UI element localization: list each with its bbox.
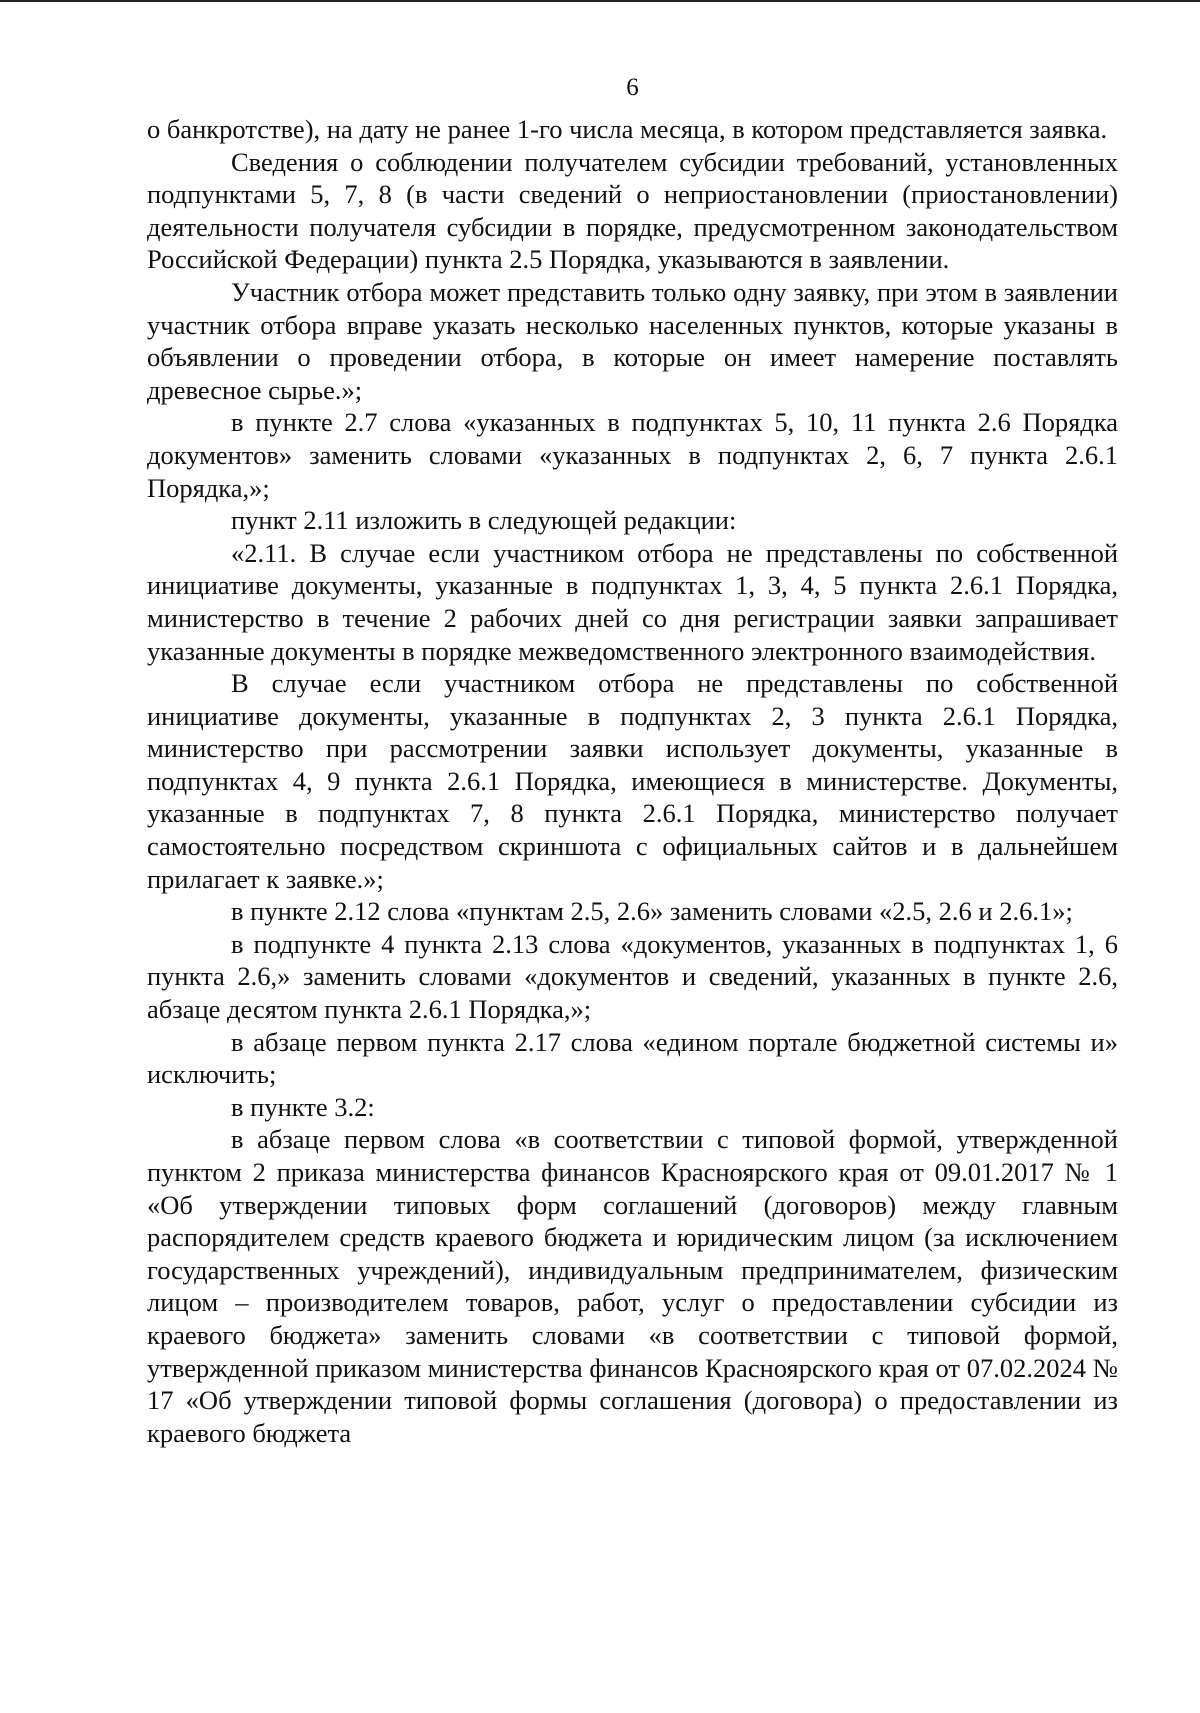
paragraph-item-3-2-first: в абзаце первом слова «в соответствии с типовой формой, утвержденной пунктом 2 приказа министерства финансов Красноярского края от 09.01.2017 № 1 «Об утверждении типовых форм соглашений (договоров) между главным распорядителем средств краевого бюджета и юридическим лицом (за исключением государственных учреждений), индивидуальным предпринимателем, физическим лицом – производителем товаров, работ, услуг о предоставлении субсидии из краевого бюджета» заменить словами «в соответствии с типовой формой, утвержденной приказом министерства финансов Красноярского края от 07.02.2024 № 17 «Об утверждении типовой формы соглашения (договора) о предоставлении из краевого бюджета [147,1124,1118,1448]
paragraph-continuation: о банкротстве), на дату не ранее 1-го числа месяца, в котором представляется заявка. [147,114,1108,144]
page-number: 6 [626,74,639,101]
document-body [147,113,1118,1449]
paragraph-item-2-13: в подпункте 4 пункта 2.13 слова «документов, указанных в подпунктах 1, 6 пункта 2.6,» заменить словами «документов и сведений, указанных в пункте 2.6, абзаце десятом пункта 2.6.1 Порядка,»; [147,928,1118,1025]
paragraph-item-2-7: в пункте 2.7 слова «указанных в подпунктах 5, 10, 11 пункта 2.6 Порядка документов» заменить словами «указанных в подпунктах 2, 6, 7 пункта 2.6.1 Порядка,»; [147,407,1118,503]
paragraph-item-2-12: в пункте 2.12 слова «пунктам 2.5, 2.6» заменить словами «2.5, 2.6 и 2.6.1»; [231,896,1073,927]
paragraph-item-2-11: «2.11. В случае если участником отбора не представлены по собственной инициативе документы, указанные в подпунктах 1, 3, 4, 5 пункта 2.6.1 Порядка, министерство в течение 2 рабочих дней со дня регистрации заявки запрашивает указанные документы в порядке межведомственного электронного взаимодействия. [147,537,1118,666]
paragraph-item-2-11-intro: пункт 2.11 изложить в следующей редакции: [231,505,737,536]
paragraph-item-3-2-intro: в пункте 3.2: [231,1091,375,1122]
page-top-edge [0,0,1200,2]
paragraph-item-2-17: в абзаце первом пункта 2.17 слова «едином портале бюджетной системы и» исключить; [147,1026,1118,1090]
paragraph-documents-not-submitted: В случае если участником отбора не представлены по собственной инициативе документы, указанные в подпунктах 2, 3 пункта 2.6.1 Порядка, министерство при рассмотрении заявки использует документы, указанные в подпунктах 4, 9 пункта 2.6.1 Порядка, имеющиеся в министерстве. Документы, указанные в подпунктах 7, 8 пункта 2.6.1 Порядка, министерство получает самостоятельно посредством скриншота с официальных сайтов и в дальнейшем прилагает к заявке.»; [147,668,1118,894]
paragraph-single-application: Участник отбора может представить только одну заявку, при этом в заявлении участник отбора вправе указать несколько населенных пунктов, которые указаны в объявлении о проведении отбора, в которые он имеет намерение поставлять древесное сырье.»; [147,276,1118,405]
paragraph-subsidy-requirements: Сведения о соблюдении получателем субсидии требований, установленных подпунктами 5, 7, 8 (в части сведений о неприостановлении (приостановлении) деятельности получателя субсидии в порядке, предусмотренном законодательством Российской Федерации) пункта 2.5 Порядка, указываются в заявлении. [147,146,1118,275]
